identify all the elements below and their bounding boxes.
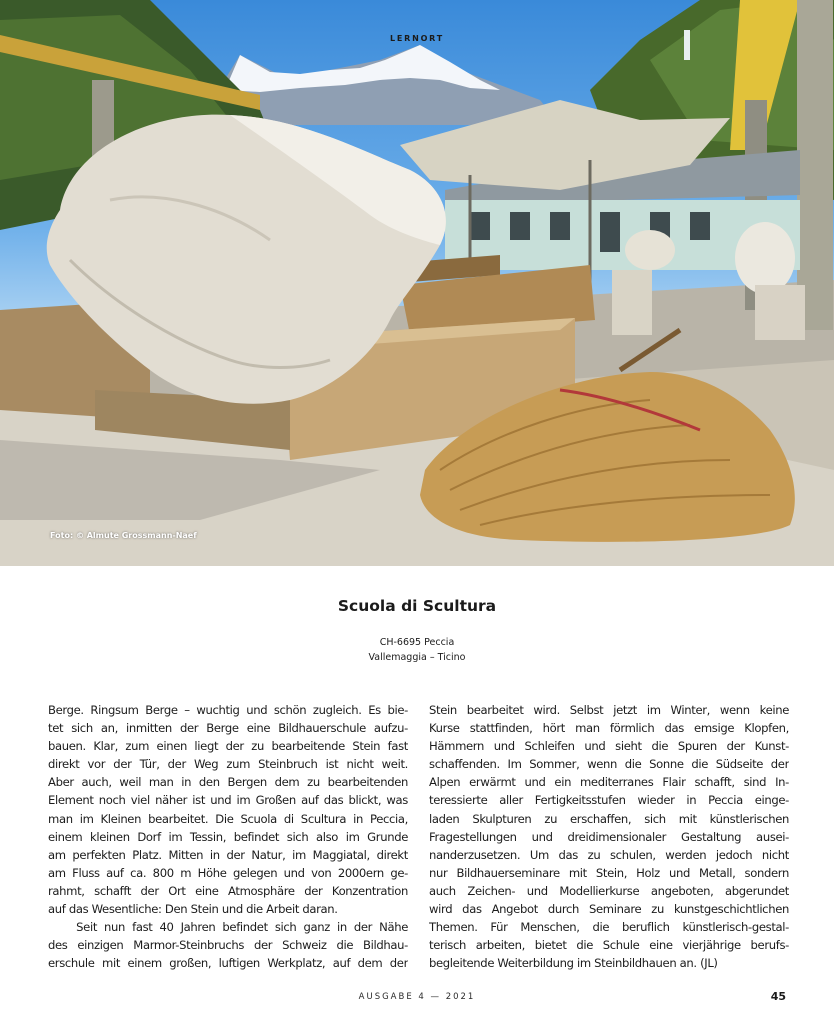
text-line: Aber auch, weil man in den Bergen dem zu bearbeitenden [48,775,408,790]
address-region: Vallemaggia – Ticino [368,652,466,663]
address-postal: CH-6695 Peccia [379,637,455,648]
text-line: am perfekten Platz. Mitten in der Natur, im Maggiatal, direkt [48,847,408,862]
text-line: am Fluss auf ca. 800 m Höhe gelegen und von 2000ern ge- [48,865,408,880]
text-line: laden Skulpturen zu erschaffen, sich mit künstlerischen [429,811,789,826]
text-line: Stein bearbeitet wird. Selbst jetzt im Winter, wenn keine [429,703,789,717]
text-line: rahmt, schafft der Ort eine Atmosphäre der Konzentration [48,883,408,898]
text-line: auf das Wesentliche: Den Stein und die Arbeit daran. [48,902,338,917]
text-line: nanderzusetzen. Um das zu schulen, werden jedoch nicht [429,847,789,862]
text-line: nur Bildhauerseminare mit Stein, Holz und Metall, sondern [429,865,789,880]
text-line: Berge. Ringsum Berge – wuchtig und schön zugleich. Es bie- [48,703,408,717]
issue-footer: AUSGABE 4 — 2021 [358,992,476,1002]
text-line: bauen. Klar, zum einen liegt der zu bearbeitende Stein fast [48,739,408,754]
text-line: Themen. Für Menschen, die beruflich künstlerisch-gestal- [429,920,789,935]
text-line: Kurse stattfinden, hört man förmlich das emsige Klopfen, [429,721,789,736]
article-column-left [48,701,408,972]
text-line: man im Kleinen bearbeitet. Die Scuola di Scultura in Peccia, [48,811,408,826]
text-line: Fragestellungen und dreidimensionaler Gestaltung ausei- [429,829,789,844]
page-number: 45 [770,990,786,1003]
text-line: Alpen erwärmt und ein mediterranes Flair schafft, sind In- [429,775,789,790]
text-line: Element noch viel näher ist und im Großen auf das blickt, was [48,793,408,808]
text-line: teressierte aller Fertigkeitsstufen wieder in Peccia einge- [429,793,789,808]
text-line: begleitende Weiterbildung im Steinbildhauen an. (JL) [429,956,718,971]
text-line: terisch arbeiten, bietet die Schule eine vierjährige berufs- [429,938,789,953]
address-block [0,635,834,665]
text-line: des einzigen Marmor-Steinbruchs der Schweiz die Bildhau- [48,938,408,953]
text-line: erschule mit einem großen, luftigen Werkplatz, auf dem der [48,956,408,971]
text-line: einem kleinen Dorf im Tessin, befindet sich also im Grunde [48,829,408,844]
text-line: auch Zeichen- und Modellierkurse angeboten, abgerundet [429,883,789,898]
article-title: Scuola di Scultura [337,597,497,615]
text-line: wird das Angebot durch Seminare zu kunstgeschichtlichen [429,902,789,917]
text-line: Seit nun fast 40 Jahren befindet sich ganz in der Nähe [48,920,408,935]
text-line: Hämmern und Schleifen und sieht die Spuren der Kunst- [429,739,789,754]
section-label: LERNORT [389,34,445,43]
text-line: tet sich an, inmitten der Berge eine Bildhauerschule aufzu- [48,721,408,736]
photo-credit: Foto: © Almute Grossmann-Naef [50,531,197,540]
text-line: direkt vor der Tür, der Weg zum Steinbruch ist nicht weit. [48,757,408,772]
text-line: schaffenden. Im Sommer, wenn die Sonne die Südseite der [429,757,789,772]
article-column-right [429,701,789,972]
